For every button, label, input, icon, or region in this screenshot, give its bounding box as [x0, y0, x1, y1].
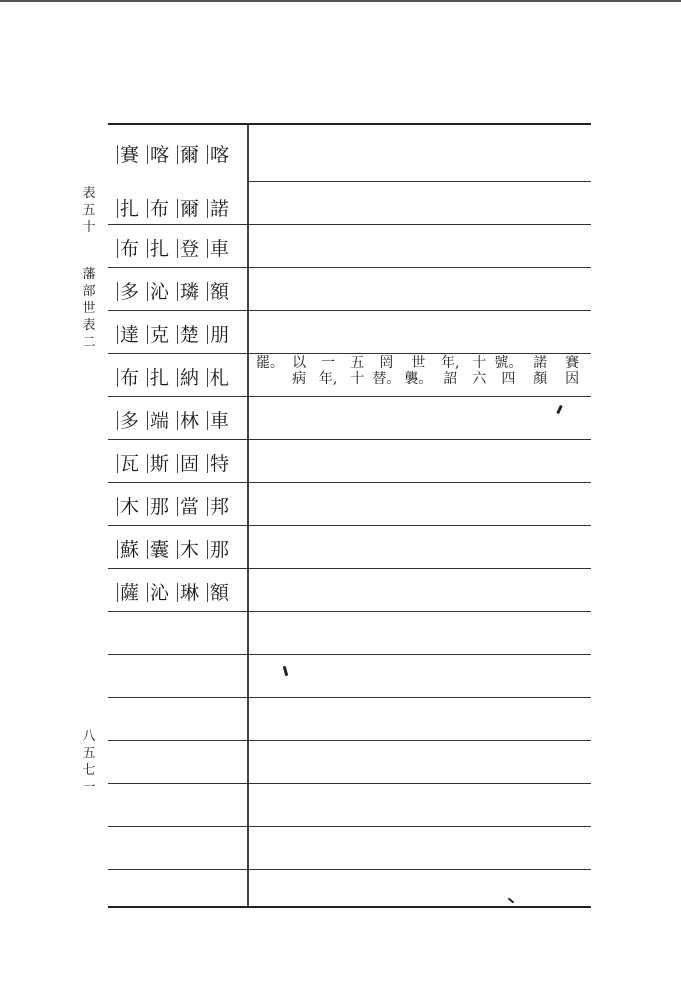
page-number [80, 728, 98, 796]
note-char: 因 [565, 371, 580, 387]
name-char: 囊 [147, 535, 177, 562]
row-rule [248, 181, 591, 182]
note-char: 詔 [443, 371, 458, 387]
genealogy-table [108, 123, 591, 908]
name-char: 諾 [207, 194, 237, 221]
person-name [117, 578, 237, 605]
note-column [314, 355, 342, 397]
name-cell [108, 356, 247, 396]
page-number-char: 一 [82, 780, 96, 795]
name-char: 林 [177, 406, 207, 433]
row-rule [108, 439, 591, 440]
ink-speck [556, 405, 563, 414]
row-rule [108, 740, 591, 741]
name-cell [108, 313, 247, 353]
note-column [288, 355, 310, 397]
person-name [117, 449, 237, 476]
table-bottom-rule [108, 906, 591, 908]
name-char: 車 [207, 234, 237, 261]
name-char: 額 [207, 578, 237, 605]
note-column [404, 355, 432, 397]
row-rule [108, 267, 591, 268]
name-char: 布 [117, 234, 147, 261]
name-char: 端 [147, 406, 177, 433]
note-char: 四 [501, 371, 516, 387]
name-char: 朋 [207, 320, 237, 347]
note-char: 六 [472, 371, 487, 387]
name-cell [108, 270, 247, 310]
note-char: 襲。 [404, 371, 433, 387]
name-char: 克 [147, 320, 177, 347]
note-char: 十 [472, 355, 487, 371]
name-char: 賽 [117, 140, 147, 167]
person-name [117, 194, 237, 221]
name-char: 沁 [147, 578, 177, 605]
name-char: 瓦 [117, 449, 147, 476]
name-cell [108, 528, 247, 568]
title-label-char: 二 [82, 335, 96, 350]
table-top-rule [108, 123, 591, 125]
note-column [494, 355, 522, 397]
page-number-char: 八 [82, 729, 96, 744]
row-rule [108, 826, 591, 827]
name-char: 木 [177, 535, 207, 562]
row-rule [108, 697, 591, 698]
person-name [117, 535, 237, 562]
name-char: 那 [207, 535, 237, 562]
name-char: 蘇 [117, 535, 147, 562]
title-label-char: 表 [82, 318, 96, 333]
row-rule [108, 310, 591, 311]
row-rule [108, 611, 591, 612]
name-char: 多 [117, 406, 147, 433]
name-cell [108, 571, 247, 611]
note-char: 世 [411, 355, 426, 371]
row-rule [108, 353, 591, 354]
page-number-char: 七 [82, 763, 96, 778]
note-char: 賽 [565, 355, 580, 371]
person-name [117, 234, 237, 261]
name-char: 那 [147, 492, 177, 519]
name-char: 薩 [117, 578, 147, 605]
name-char: 多 [117, 277, 147, 304]
name-char: 額 [207, 277, 237, 304]
name-cell [108, 485, 247, 525]
ink-speck [283, 666, 288, 676]
person-name [117, 406, 237, 433]
note-char: 罷。 [256, 355, 284, 371]
section-label-char: 五 [82, 203, 96, 218]
note-char: 罔 [379, 355, 394, 371]
name-char: 札 [207, 363, 237, 390]
note-char: 年, [440, 355, 460, 371]
section-label-char: 表 [82, 186, 96, 201]
note-column [346, 355, 368, 397]
title-label-char: 藩 [82, 267, 96, 282]
name-char: 登 [177, 234, 207, 261]
name-char: 琳 [177, 578, 207, 605]
note-column [256, 355, 284, 397]
note-column [558, 355, 586, 397]
row-rule [108, 869, 591, 870]
page-number-char: 五 [82, 746, 96, 761]
name-char: 楚 [177, 320, 207, 347]
name-char: 喀 [147, 140, 177, 167]
name-char: 固 [177, 449, 207, 476]
note-char: 年, [318, 371, 338, 387]
person-name [117, 277, 237, 304]
note-char: 十 [350, 371, 365, 387]
title-label-char: 部 [82, 284, 96, 299]
name-char: 布 [117, 363, 147, 390]
person-name [117, 492, 237, 519]
note-column [436, 355, 464, 397]
person-name [117, 363, 237, 390]
name-char: 扎 [117, 194, 147, 221]
section-label-char: 十 [82, 220, 96, 235]
name-char: 沁 [147, 277, 177, 304]
section-label [80, 185, 98, 236]
row-rule [108, 654, 591, 655]
page-top-rule [0, 0, 681, 2]
note-char: 五 [350, 355, 365, 371]
note-char: 諾 [533, 355, 548, 371]
name-cell [108, 442, 247, 482]
name-cell [108, 133, 247, 173]
row-rule [108, 482, 591, 483]
note-column [468, 355, 490, 397]
name-char: 當 [177, 492, 207, 519]
column-divider [247, 123, 249, 908]
name-char: 達 [117, 320, 147, 347]
name-char: 車 [207, 406, 237, 433]
name-char: 爾 [177, 194, 207, 221]
note-column [372, 355, 400, 397]
name-char: 布 [147, 194, 177, 221]
name-cell [108, 227, 247, 267]
name-char: 喀 [207, 140, 237, 167]
name-char: 斯 [147, 449, 177, 476]
person-name [117, 140, 237, 167]
name-char: 扎 [147, 363, 177, 390]
title-label-char: 世 [82, 301, 96, 316]
name-char: 邦 [207, 492, 237, 519]
ink-speck [508, 897, 515, 903]
title-label [80, 266, 98, 351]
name-char: 納 [177, 363, 207, 390]
note-char: 號。 [494, 355, 523, 371]
note-char: 一 [321, 355, 336, 371]
name-cell [108, 187, 247, 227]
row-rule [108, 783, 591, 784]
name-char: 璘 [177, 277, 207, 304]
person-name [117, 320, 237, 347]
note-char: 顏 [533, 371, 548, 387]
row-rule [108, 525, 591, 526]
biographical-note [256, 355, 586, 397]
name-char: 爾 [177, 140, 207, 167]
row-rule [108, 568, 591, 569]
name-char: 特 [207, 449, 237, 476]
note-column [526, 355, 554, 397]
name-char: 扎 [147, 234, 177, 261]
note-char: 替。 [372, 371, 401, 387]
note-char: 病 [292, 371, 307, 387]
name-char: 木 [117, 492, 147, 519]
name-cell [108, 399, 247, 439]
note-char: 以 [292, 355, 307, 371]
